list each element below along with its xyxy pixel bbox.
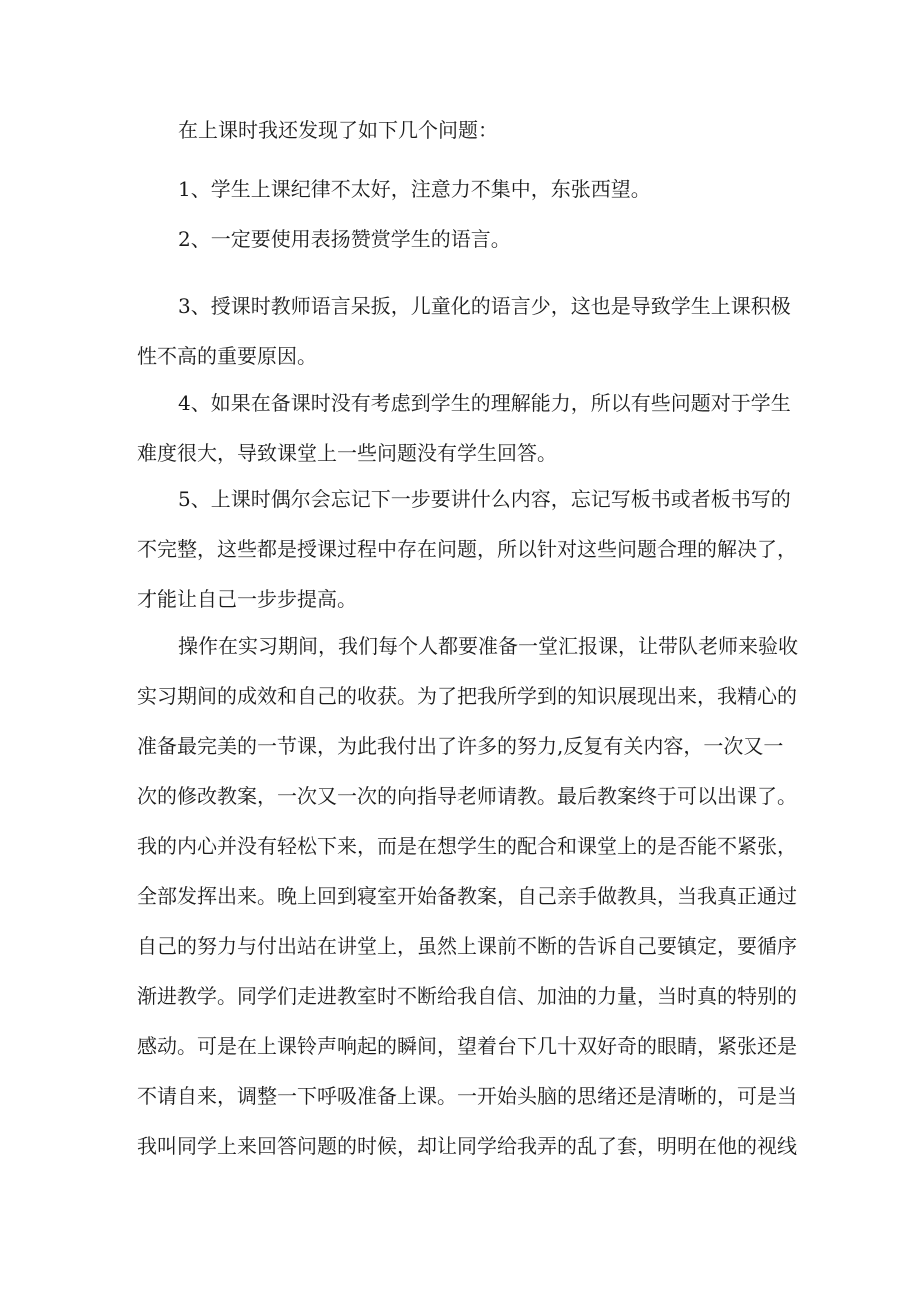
body-paragraph: [137, 621, 798, 1171]
text-line: 1、学生上课纪律不太好，注意力不集中，东张西望。: [178, 177, 651, 201]
text-line: 不请自来，调整一下呼吸准备上课。一开始头脑的思绪还是清晰的，可是当: [137, 1084, 797, 1108]
item-2: [178, 214, 511, 264]
text-line: 5、上课时偶尔会忘记下一步要讲什么内容，忘记写板书或者板书写的: [178, 487, 791, 511]
item-5: [137, 474, 797, 624]
item-3: [137, 281, 791, 381]
intro-paragraph: [178, 105, 498, 155]
text-line: 4、如果在备课时没有考虑到学生的理解能力，所以有些问题对于学生: [178, 391, 791, 415]
text-line: 2、一定要使用表扬赞赏学生的语言。: [178, 227, 511, 251]
text-line: 自己的努力与付出站在讲堂上，虽然上课前不断的告诉自己要镇定，要循序: [137, 934, 797, 958]
text-line: 性不高的重要原因。: [137, 344, 317, 368]
item-4: [137, 378, 791, 478]
text-line: 感动。可是在上课铃声响起的瞬间，望着台下几十双好奇的眼睛，紧张还是: [137, 1034, 797, 1058]
text-line: 我叫同学上来回答问题的时候，却让同学给我弄的乱了套，明明在他的视线: [137, 1134, 797, 1158]
text-line: 渐进教学。同学们走进教室时不断给我自信、加油的力量，当时真的特别的: [137, 984, 797, 1008]
item-1: [178, 164, 651, 214]
text-line: 在上课时我还发现了如下几个问题：: [178, 118, 498, 142]
text-line: 不完整，这些都是授课过程中存在问题，所以针对这些问题合理的解决了，: [137, 537, 797, 561]
text-line: 3、授课时教师语言呆扳，儿童化的语言少，这也是导致学生上课积极: [178, 294, 791, 318]
text-line: 准备最完美的一节课，为此我付出了许多的努力,反复有关内容，一次又一: [137, 734, 784, 758]
text-line: 次的修改教案，一次又一次的向指导老师请教。最后教案终于可以出课了。: [137, 784, 797, 808]
text-line: 才能让自己一步步提高。: [137, 587, 357, 611]
text-line: 全部发挥出来。晚上回到寝室开始备教案，自己亲手做教具，当我真正通过: [137, 884, 797, 908]
text-line: 实习期间的成效和自己的收获。为了把我所学到的知识展现出来，我精心的: [137, 684, 797, 708]
text-line: 操作在实习期间，我们每个人都要准备一堂汇报课，让带队老师来验收: [178, 634, 798, 658]
text-line: 难度很大，导致课堂上一些问题没有学生回答。: [137, 441, 557, 465]
text-line: 我的内心并没有轻松下来，而是在想学生的配合和课堂上的是否能不紧张，: [137, 834, 797, 858]
